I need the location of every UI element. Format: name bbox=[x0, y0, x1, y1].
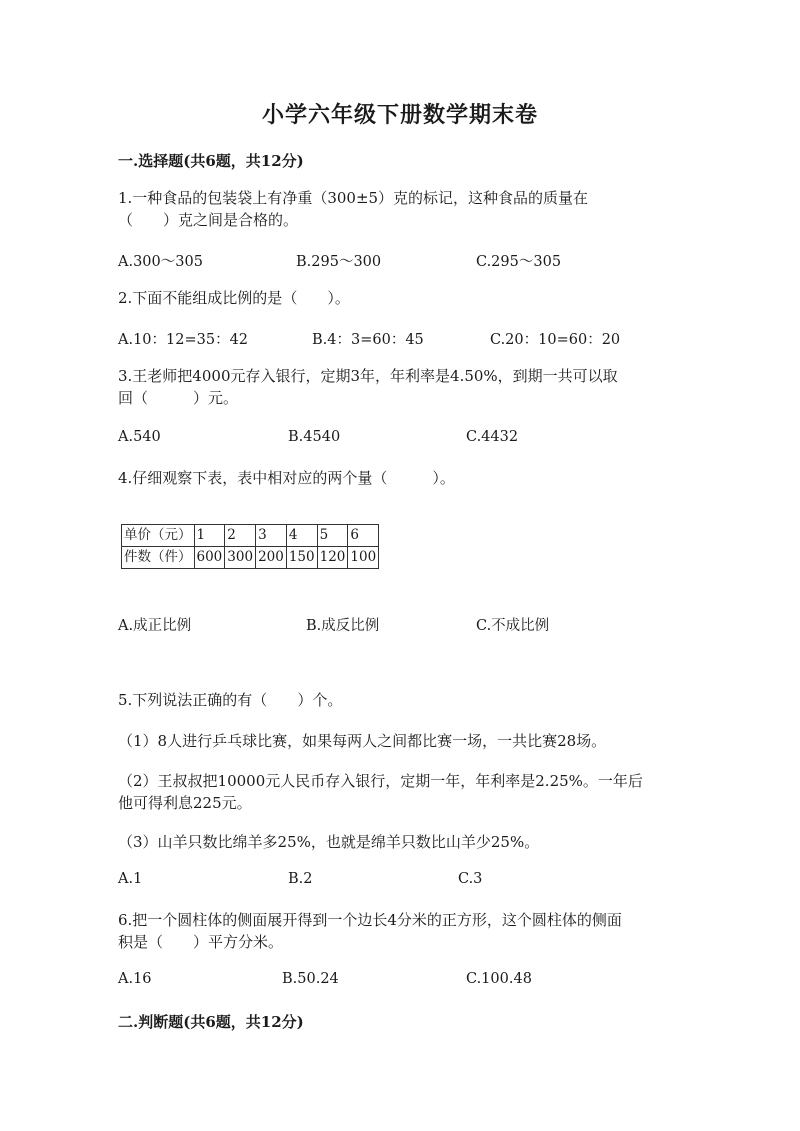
question-5-option-b: B.2 bbox=[288, 871, 313, 887]
table-cell: 2 bbox=[225, 525, 256, 547]
table-cell: 300 bbox=[225, 547, 256, 569]
question-1-option-a: A.300～305 bbox=[118, 254, 203, 270]
question-6-text-line1: 6.把一个圆柱体的侧面展开得到一个边长4分米的正方形，这个圆柱体的侧面 bbox=[118, 911, 622, 929]
question-3-text-line1: 3.王老师把4000元存入银行，定期3年，年利率是4.50%，到期一共可以取 bbox=[118, 367, 618, 385]
table-cell: 150 bbox=[286, 547, 317, 569]
question-3-option-c: C.4432 bbox=[466, 429, 519, 445]
question-5-statement-3: （3）山羊只数比绵羊多25%，也就是绵羊只数比山羊少25%。 bbox=[118, 833, 540, 851]
question-4-option-a: A.成正比例 bbox=[118, 618, 192, 634]
question-5-statement-2-line2: 他可得利息225元。 bbox=[118, 794, 252, 812]
question-6-option-b: B.50.24 bbox=[282, 971, 339, 987]
table-cell: 1 bbox=[194, 525, 225, 547]
table-cell: 200 bbox=[256, 547, 287, 569]
question-3-text-line2: 回（ ）元。 bbox=[118, 389, 239, 407]
table-cell: 3 bbox=[256, 525, 287, 547]
table-cell: 单价（元） bbox=[122, 525, 195, 547]
question-4-text: 4.仔细观察下表，表中相对应的两个量（ ）。 bbox=[118, 469, 455, 487]
section-heading-choice: 一.选择题(共6题，共12分) bbox=[118, 152, 304, 170]
table-cell: 5 bbox=[317, 525, 348, 547]
question-2-text: 2.下面不能组成比例的是（ ）。 bbox=[118, 289, 350, 307]
section-heading-true-false: 二.判断题(共6题，共12分) bbox=[118, 1013, 304, 1031]
question-3-option-a: A.540 bbox=[118, 429, 161, 445]
question-1-option-c: C.295～305 bbox=[476, 254, 562, 270]
question-5-statement-2-line1: （2）王叔叔把10000元人民币存入银行，定期一年，年利率是2.25%。一年后 bbox=[118, 772, 643, 790]
question-5-option-c: C.3 bbox=[458, 871, 483, 887]
table-cell: 120 bbox=[317, 547, 348, 569]
question-5-text: 5.下列说法正确的有（ ）个。 bbox=[118, 691, 343, 709]
question-2-option-a: A.10：12=35：42 bbox=[118, 332, 249, 348]
question-5-option-a: A.1 bbox=[118, 871, 143, 887]
question-1-text-line2: （ ）克之间是合格的。 bbox=[118, 211, 299, 229]
question-2-option-b: B.4：3=60：45 bbox=[312, 332, 424, 348]
question-6-text-line2: 积是（ ）平方分米。 bbox=[118, 933, 284, 951]
question-4-option-c: C.不成比例 bbox=[476, 618, 550, 634]
table-cell: 6 bbox=[348, 525, 379, 547]
question-6-option-c: C.100.48 bbox=[466, 971, 532, 987]
table-cell: 4 bbox=[286, 525, 317, 547]
table-cell: 100 bbox=[348, 547, 379, 569]
question-3-option-b: B.4540 bbox=[288, 429, 341, 445]
table-cell: 600 bbox=[194, 547, 225, 569]
question-1-option-b: B.295～300 bbox=[296, 254, 382, 270]
table-row bbox=[122, 525, 379, 547]
price-quantity-table bbox=[121, 524, 379, 569]
table-row bbox=[122, 547, 379, 569]
question-5-statement-1: （1）8人进行乒乓球比赛，如果每两人之间都比赛一场，一共比赛28场。 bbox=[118, 732, 607, 750]
page-title: 小学六年级下册数学期末卷 bbox=[261, 102, 538, 128]
question-1-text-line1: 1.一种食品的包装袋上有净重（300±5）克的标记，这种食品的质量在 bbox=[118, 189, 589, 207]
question-6-option-a: A.16 bbox=[118, 971, 152, 987]
question-2-option-c: C.20：10=60：20 bbox=[490, 332, 621, 348]
question-4-option-b: B.成反比例 bbox=[306, 618, 380, 634]
table-cell: 件数（件） bbox=[122, 547, 195, 569]
